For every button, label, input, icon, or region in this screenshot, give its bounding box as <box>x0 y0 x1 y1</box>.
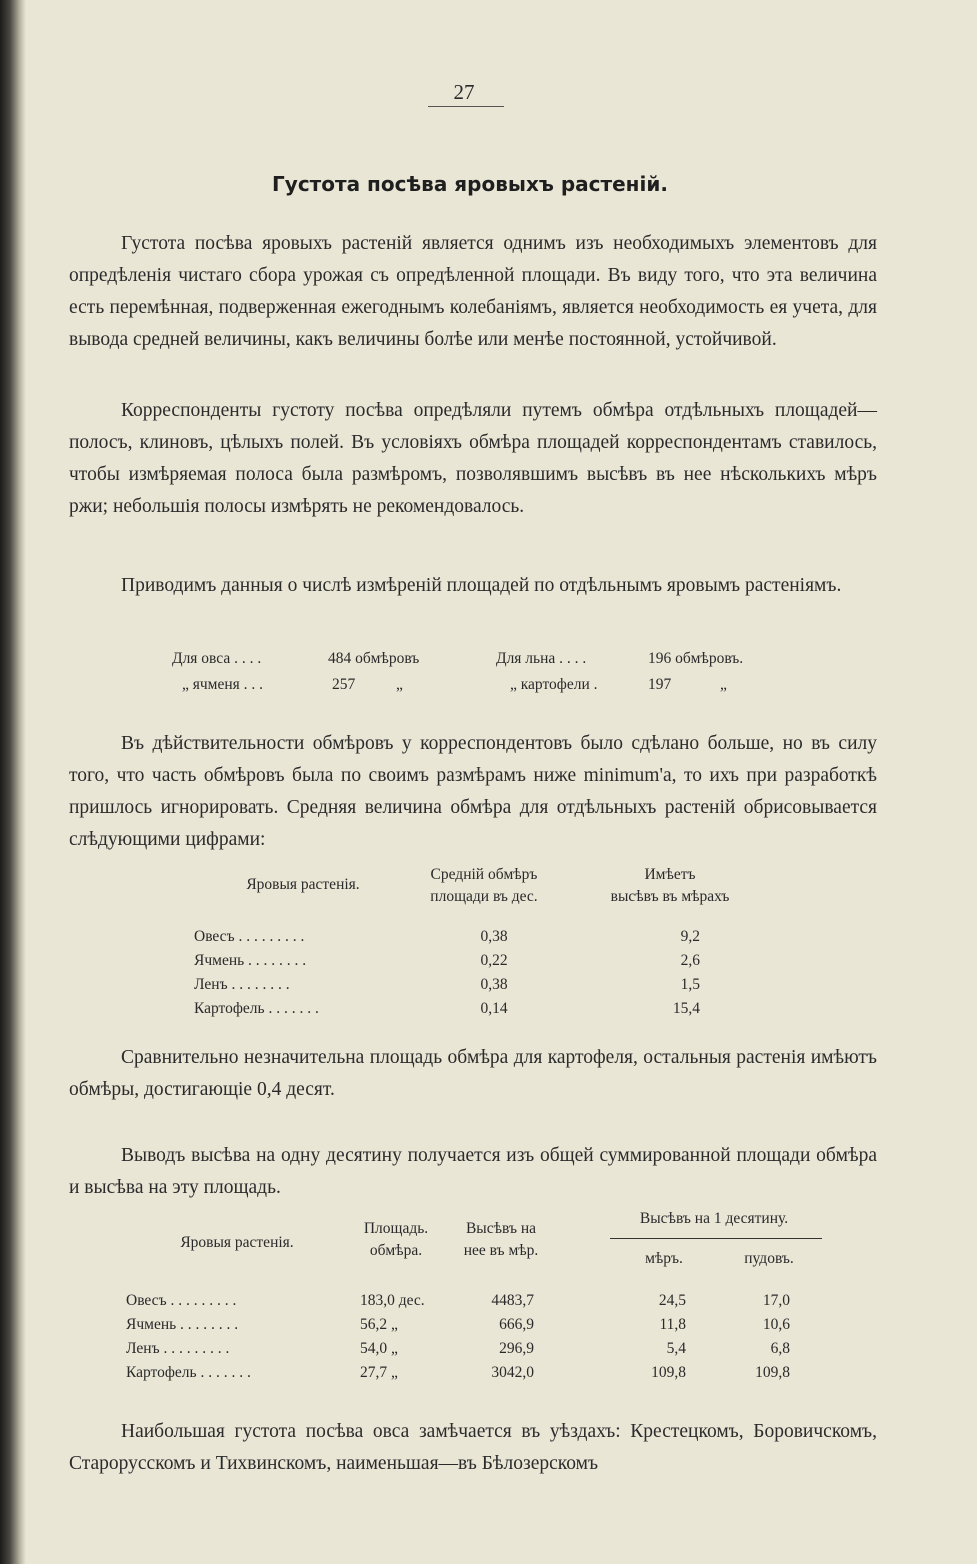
table-row-mer: 109,8 <box>651 1364 686 1381</box>
table-row-crop: Овесъ . . . . . . . . . <box>126 1292 237 1309</box>
table1-header-seed: Имѣетъ <box>644 866 696 883</box>
table2-header-area: Площадь. <box>363 1220 429 1237</box>
count-label: „ ячменя . . . <box>182 676 264 693</box>
paragraph-6: Выводъ высѣва на одну десятину получается изъ общей суммированной площади обмѣра и высѣва на эту площадь. <box>69 1145 877 1198</box>
count-value: 257 <box>332 676 356 693</box>
table-row-pud: 10,6 <box>762 1316 790 1333</box>
table-row-area: 56,2 „ <box>360 1316 398 1333</box>
paragraph-2: Корреспонденты густоту посѣва опредѣляли путемъ обмѣра отдѣльныхъ площадей—полосъ, клиновъ, цѣлыхъ полей. Въ условіяхъ обмѣра площадей корреспондентамъ ставилось, чтобы измѣряемая полоса была размѣромъ, позволявшимъ высѣвъ въ нее нѣсколькихъ мѣръ ржи; небольшія полосы измѣрять не рекомендовалось. <box>69 400 877 517</box>
table-row-mer: 24,5 <box>658 1292 686 1309</box>
paragraph-3: Приводимъ данныя о числѣ измѣреній площадей по отдѣльнымъ яровымъ растеніямъ. <box>121 575 842 596</box>
count-label: Для льна . . . . <box>496 650 587 667</box>
table2-header-area: обмѣра. <box>369 1242 423 1259</box>
table-row-seed: 9,2 <box>680 928 700 945</box>
table-row-area: 183,0 дес. <box>360 1292 425 1309</box>
table-row-crop: Ленъ . . . . . . . . <box>194 976 290 993</box>
table-row-mer: 5,4 <box>666 1340 686 1357</box>
table-row-crop: Картофель . . . . . . . <box>126 1364 251 1381</box>
table-row-crop: Овесъ . . . . . . . . . <box>194 928 305 945</box>
table-row-seed: 15,4 <box>672 1000 700 1017</box>
book-spine-shadow <box>0 0 26 1564</box>
header-brace-line <box>610 1238 822 1239</box>
paragraph-4: Въ дѣйствительности обмѣровъ у корреспондентовъ было сдѣлано больше, но въ силу того, что часть обмѣровъ была по своимъ размѣрамъ ниже minimum'а, то ихъ при разработкѣ пришлось игнорировать. Средняя величина обмѣра для отдѣльныхъ растеній обрисовывается слѣдующими цифрами: <box>69 733 877 850</box>
table1-header-crop: Яровыя растенія. <box>246 876 360 893</box>
table-row-area: 0,22 <box>480 952 508 969</box>
count-label: Для овса . . . . <box>172 650 262 667</box>
table-row-area: 27,7 „ <box>360 1364 398 1381</box>
count-unit: „ <box>720 676 727 693</box>
table-row-mer: 11,8 <box>659 1316 686 1333</box>
count-unit: „ <box>396 676 403 693</box>
table-row-pud: 6,8 <box>770 1340 790 1357</box>
table-row-crop: Ячмень . . . . . . . . <box>126 1316 239 1333</box>
table-row-crop: Ячмень . . . . . . . . <box>194 952 307 969</box>
document-page <box>64 0 884 1564</box>
paragraph-1: Густота посѣва яровыхъ растеній является однимъ изъ необходимыхъ элементовъ для опредѣленія чистаго сбора урожая съ опредѣленной площади. Въ виду того, что эта величина есть перемѣнная, подверженная ежегоднымъ колебаніямъ, является необходимость ея учета, для вывода средней величины, какъ величины болѣе или менѣе постоянной, устойчивой. <box>69 233 877 350</box>
table-row-seed: 666,9 <box>499 1316 534 1333</box>
table-row-area: 0,14 <box>480 1000 508 1017</box>
table-row-seed: 4483,7 <box>491 1292 534 1309</box>
table-row-crop: Ленъ . . . . . . . . . <box>126 1340 230 1357</box>
table-row-seed: 1,5 <box>680 976 700 993</box>
paragraph-5: Сравнительно незначительна площадь обмѣра для картофеля, остальныя растенія имѣютъ обмѣры, достигающіе 0,4 десят. <box>69 1047 877 1100</box>
table-row-pud: 17,0 <box>762 1292 790 1309</box>
table1-header-seed: высѣвъ въ мѣрахъ <box>610 888 730 905</box>
page-number-rule <box>428 106 504 107</box>
count-value: 484 обмѣровъ <box>328 650 420 667</box>
page-number: 27 <box>453 80 475 104</box>
table-row-seed: 2,6 <box>680 952 700 969</box>
page-title: Густота посѣва яровыхъ растеній. <box>272 172 668 196</box>
table-row-area: 0,38 <box>480 928 508 945</box>
paragraph-7: Наибольшая густота посѣва овса замѣчается въ уѣздахъ: Крестецкомъ, Боровичскомъ, Старорусскомъ и Тихвинскомъ, наименьшая—въ Бѣлозерскомъ <box>69 1421 877 1474</box>
table-row-area: 54,0 „ <box>360 1340 398 1357</box>
table2-header-pud: пудовъ. <box>744 1250 794 1267</box>
count-label: „ картофели . <box>510 676 598 693</box>
table2-header-crop: Яровыя растенія. <box>180 1234 294 1251</box>
table2-header-seed: нее въ мѣр. <box>463 1242 539 1259</box>
table-row-seed: 3042,0 <box>491 1364 534 1381</box>
count-value: 196 обмѣровъ. <box>648 650 744 667</box>
table-row-seed: 296,9 <box>499 1340 534 1357</box>
table2-header-mer: мѣръ. <box>645 1250 683 1267</box>
table1-header-area: Средній обмѣръ <box>430 866 538 883</box>
table2-header-per-desyatina: Высѣвъ на 1 десятину. <box>639 1210 789 1227</box>
count-value: 197 <box>648 676 672 693</box>
table-row-crop: Картофель . . . . . . . <box>194 1000 319 1017</box>
table2-header-seed: Высѣвъ на <box>465 1220 537 1237</box>
table-row-area: 0,38 <box>480 976 508 993</box>
table-row-pud: 109,8 <box>755 1364 790 1381</box>
table1-header-area: площади въ дес. <box>430 888 538 905</box>
